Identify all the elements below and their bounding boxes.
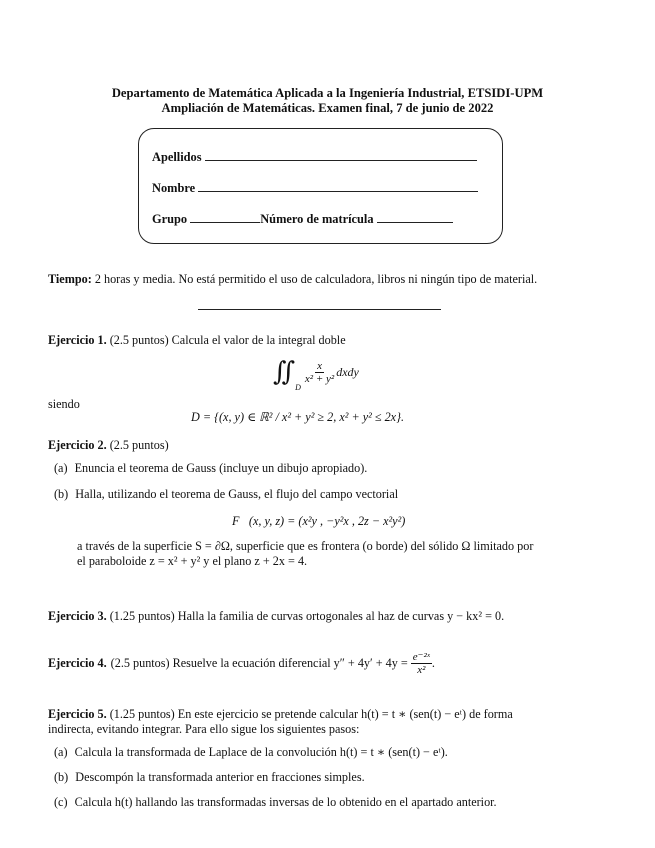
ej3-heading	[48, 609, 504, 624]
apellidos-label: Apellidos	[152, 150, 202, 164]
header-line-2: Ampliación de Matemáticas. Examen final, 7 de junio de 2022	[161, 101, 494, 115]
ej5-a-label: (a)	[54, 745, 68, 759]
ej2-text: (2.5 puntos)	[109, 438, 169, 452]
ej3-title: Ejercicio 3.	[48, 609, 107, 623]
ej1-siendo: siendo	[48, 397, 80, 411]
ej5-text-1: (1.25 puntos) En este ejercicio se pretende calcular h(t) = t ∗ (sen(t) − eᵗ) de forma	[109, 707, 513, 721]
nombre-field[interactable]	[198, 179, 478, 192]
grupo-field[interactable]	[190, 210, 260, 223]
ej2-b-cont-1: a través de la superficie S = ∂Ω, superficie que es frontera (o borde) del sólido Ω limitado por	[77, 539, 534, 553]
ej1-fraction	[303, 360, 336, 385]
ej1-text: (2.5 puntos) Calcula el valor de la integral doble	[109, 333, 346, 347]
ej2-b-cont-2: el paraboloide z = x² + y² y el plano z + 2x = 4.	[77, 554, 308, 568]
ej2-heading	[48, 438, 169, 453]
ej5-heading	[48, 707, 638, 722]
ej3-text: (1.25 puntos) Halla la familia de curvas ortogonales al haz de curvas y − kx² = 0.	[109, 609, 505, 623]
ej2-a-text: Enuncia el teorema de Gauss (incluye un dibujo apropiado).	[74, 461, 368, 475]
tiempo-paragraph	[48, 272, 638, 287]
ej4-title: Ejercicio 4.	[48, 656, 107, 670]
apellidos-row	[152, 148, 477, 165]
ej2-vector-field: F⃗(x, y, z) = (x²y , −y²x , 2z − x²y²)	[232, 514, 406, 528]
tiempo-text: 2 horas y media. No está permitido el uso de calculadora, libros ni ningún tipo de material.	[94, 272, 538, 286]
nombre-row	[152, 179, 478, 196]
ej5-b-text: Descompón la transformada anterior en fracciones simples.	[75, 770, 365, 784]
ej1-frac-num: x	[317, 359, 323, 372]
ej1-frac-den: x² + y²	[304, 372, 335, 385]
ej1-title: Ejercicio 1.	[48, 333, 107, 347]
separator-rule	[198, 309, 441, 310]
ej2-a-label: (a)	[54, 461, 68, 475]
header-line-1: Departamento de Matemática Aplicada a la Ingeniería Industrial, ETSIDI-UPM	[111, 86, 544, 100]
ej4-heading	[48, 651, 435, 676]
ej1-heading	[48, 333, 346, 348]
ej1-integral	[273, 352, 359, 392]
nombre-label: Nombre	[152, 181, 196, 195]
ej4-frac-den: x²	[417, 664, 426, 676]
ej4-text: (2.5 puntos) Resuelve la ecuación diferencial y″ + 4y′ + 4y =	[110, 656, 408, 670]
matricula-label: Número de matrícula	[260, 212, 374, 226]
ej5-title: Ejercicio 5.	[48, 707, 107, 721]
ej5-c-item	[54, 795, 497, 810]
ej1-dxdy: dxdy	[336, 364, 359, 379]
grupo-row	[152, 210, 453, 227]
ej5-a-item	[54, 745, 448, 760]
ej5-c-text: Calcula h(t) hallando las transformadas inversas de lo obtenido en el apartado anterior.	[74, 795, 497, 809]
ej5-a-text: Calcula la transformada de Laplace de la convolución h(t) = t ∗ (sen(t) − eᵗ).	[74, 745, 448, 759]
ej2-b-text: Halla, utilizando el teorema de Gauss, el flujo del campo vectorial	[75, 487, 399, 501]
ej2-title: Ejercicio 2.	[48, 438, 107, 452]
ej4-fraction	[411, 651, 432, 676]
matricula-field[interactable]	[377, 210, 453, 223]
ej1-domain: D = {(x, y) ∈ ℝ² / x² + y² ≥ 2, x² + y² ≤ 2x}.	[191, 410, 404, 424]
double-integral-symbol: ∬	[273, 357, 296, 386]
ej5-text-2: indirecta, evitando integrar. Para ello sigue los siguientes pasos:	[48, 722, 360, 736]
ej4-frac-num: e⁻²ˣ	[412, 651, 430, 663]
ej2-b-label: (b)	[54, 487, 69, 501]
ej5-c-label: (c)	[54, 795, 68, 809]
integral-subscript: D	[295, 383, 301, 392]
ej4-period: .	[431, 656, 435, 670]
tiempo-label: Tiempo:	[48, 272, 92, 286]
grupo-label: Grupo	[152, 212, 188, 226]
ej5-b-label: (b)	[54, 770, 69, 784]
ej5-b-item	[54, 770, 365, 785]
ej2-a-item	[54, 461, 367, 476]
ej2-b-item	[54, 487, 398, 502]
apellidos-field[interactable]	[205, 148, 477, 161]
